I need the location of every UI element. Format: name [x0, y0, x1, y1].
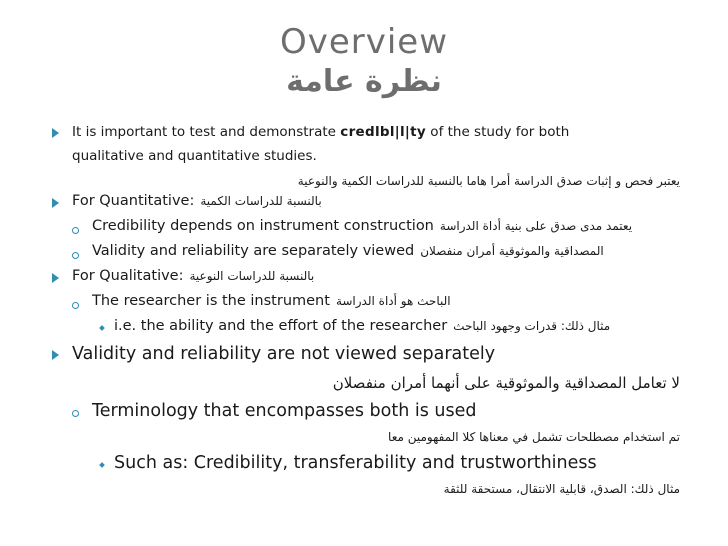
bullet-4-english: Validity and reliability are not viewed separately	[72, 344, 496, 364]
bullet-1-arabic: يعتبر فحص و إثبات صدق الدراسة أمرا هاما بالنسبة للدراسات الكمية والنوعية	[297, 174, 680, 188]
bullet-4-arabic: لا تعامل المصداقية والموثوقية على أنهما أمران منفصلان	[332, 374, 680, 392]
bullet-3-arabic: بالنسبة للدراسات النوعية	[189, 269, 315, 283]
bullet-2-2-english: Validity and reliability are separately viewed	[92, 243, 415, 259]
bullet-1-line-2: qualitative and quantitative studies.	[72, 148, 317, 164]
bullet-4-1-1-english: Such as: Credibility, transferability and trustworthiness	[114, 453, 597, 473]
sub-bullet-circle-icon	[72, 227, 79, 234]
bullet-3-1-1-arabic: مثال ذلك: قدرات وجهود الباحث	[453, 319, 611, 333]
bullet-3-1-english: The researcher is the instrument	[92, 293, 330, 309]
sub-bullet-circle-icon	[72, 252, 79, 259]
bullet-2-english: For Quantitative:	[72, 193, 195, 209]
slide-title: Overview	[279, 22, 449, 62]
bullet-2-1-arabic: يعتمد مدى صدق على بنية أداة الدراسة	[439, 219, 633, 233]
bullet-1-text-after: of the study for both	[426, 124, 570, 140]
bullet-1-line-1	[72, 124, 569, 140]
bullet-3-1	[92, 293, 451, 309]
bullet-3-1-1	[114, 318, 610, 334]
sub-sub-bullet-diamond-icon	[99, 462, 105, 468]
sub-bullet-circle-icon	[72, 410, 79, 417]
bullet-arrow-icon	[52, 128, 59, 138]
bullet-2-1	[92, 218, 632, 234]
bullet-2-2	[92, 243, 604, 259]
bullet-4-1-english: Terminology that encompasses both is used	[92, 401, 477, 421]
bullet-4-1-arabic: تم استخدام مصطلحات تشمل في معناها كلا المفهومين معا	[388, 430, 680, 444]
bullet-1-text-before: It is important to test and demonstrate	[72, 124, 341, 140]
bullet-arrow-icon	[52, 198, 59, 208]
bullet-1-bold-term: credlbl|l|ty	[340, 124, 427, 140]
bullet-2-2-arabic: المصداقية والموثوقية أمران منفصلان	[420, 244, 604, 258]
bullet-2	[72, 193, 322, 209]
slide-title-arabic: نظرة عامة	[286, 64, 442, 99]
bullet-3-1-1-english: i.e. the ability and the effort of the researcher	[114, 318, 448, 334]
bullet-arrow-icon	[52, 273, 59, 283]
sub-bullet-circle-icon	[72, 302, 79, 309]
bullet-2-1-english: Credibility depends on instrument construction	[92, 218, 434, 234]
bullet-3	[72, 268, 314, 284]
bullet-3-english: For Qualitative:	[72, 268, 184, 284]
bullet-arrow-icon	[52, 350, 59, 360]
bullet-2-arabic: بالنسبة للدراسات الكمية	[200, 194, 322, 208]
bullet-4-1-1-arabic: مثال ذلك: الصدق، قابلية الانتقال، مستحقة للثقة	[443, 482, 680, 496]
sub-sub-bullet-diamond-icon	[99, 325, 105, 331]
bullet-3-1-arabic: الباحث هو أداة الدراسة	[335, 294, 451, 308]
